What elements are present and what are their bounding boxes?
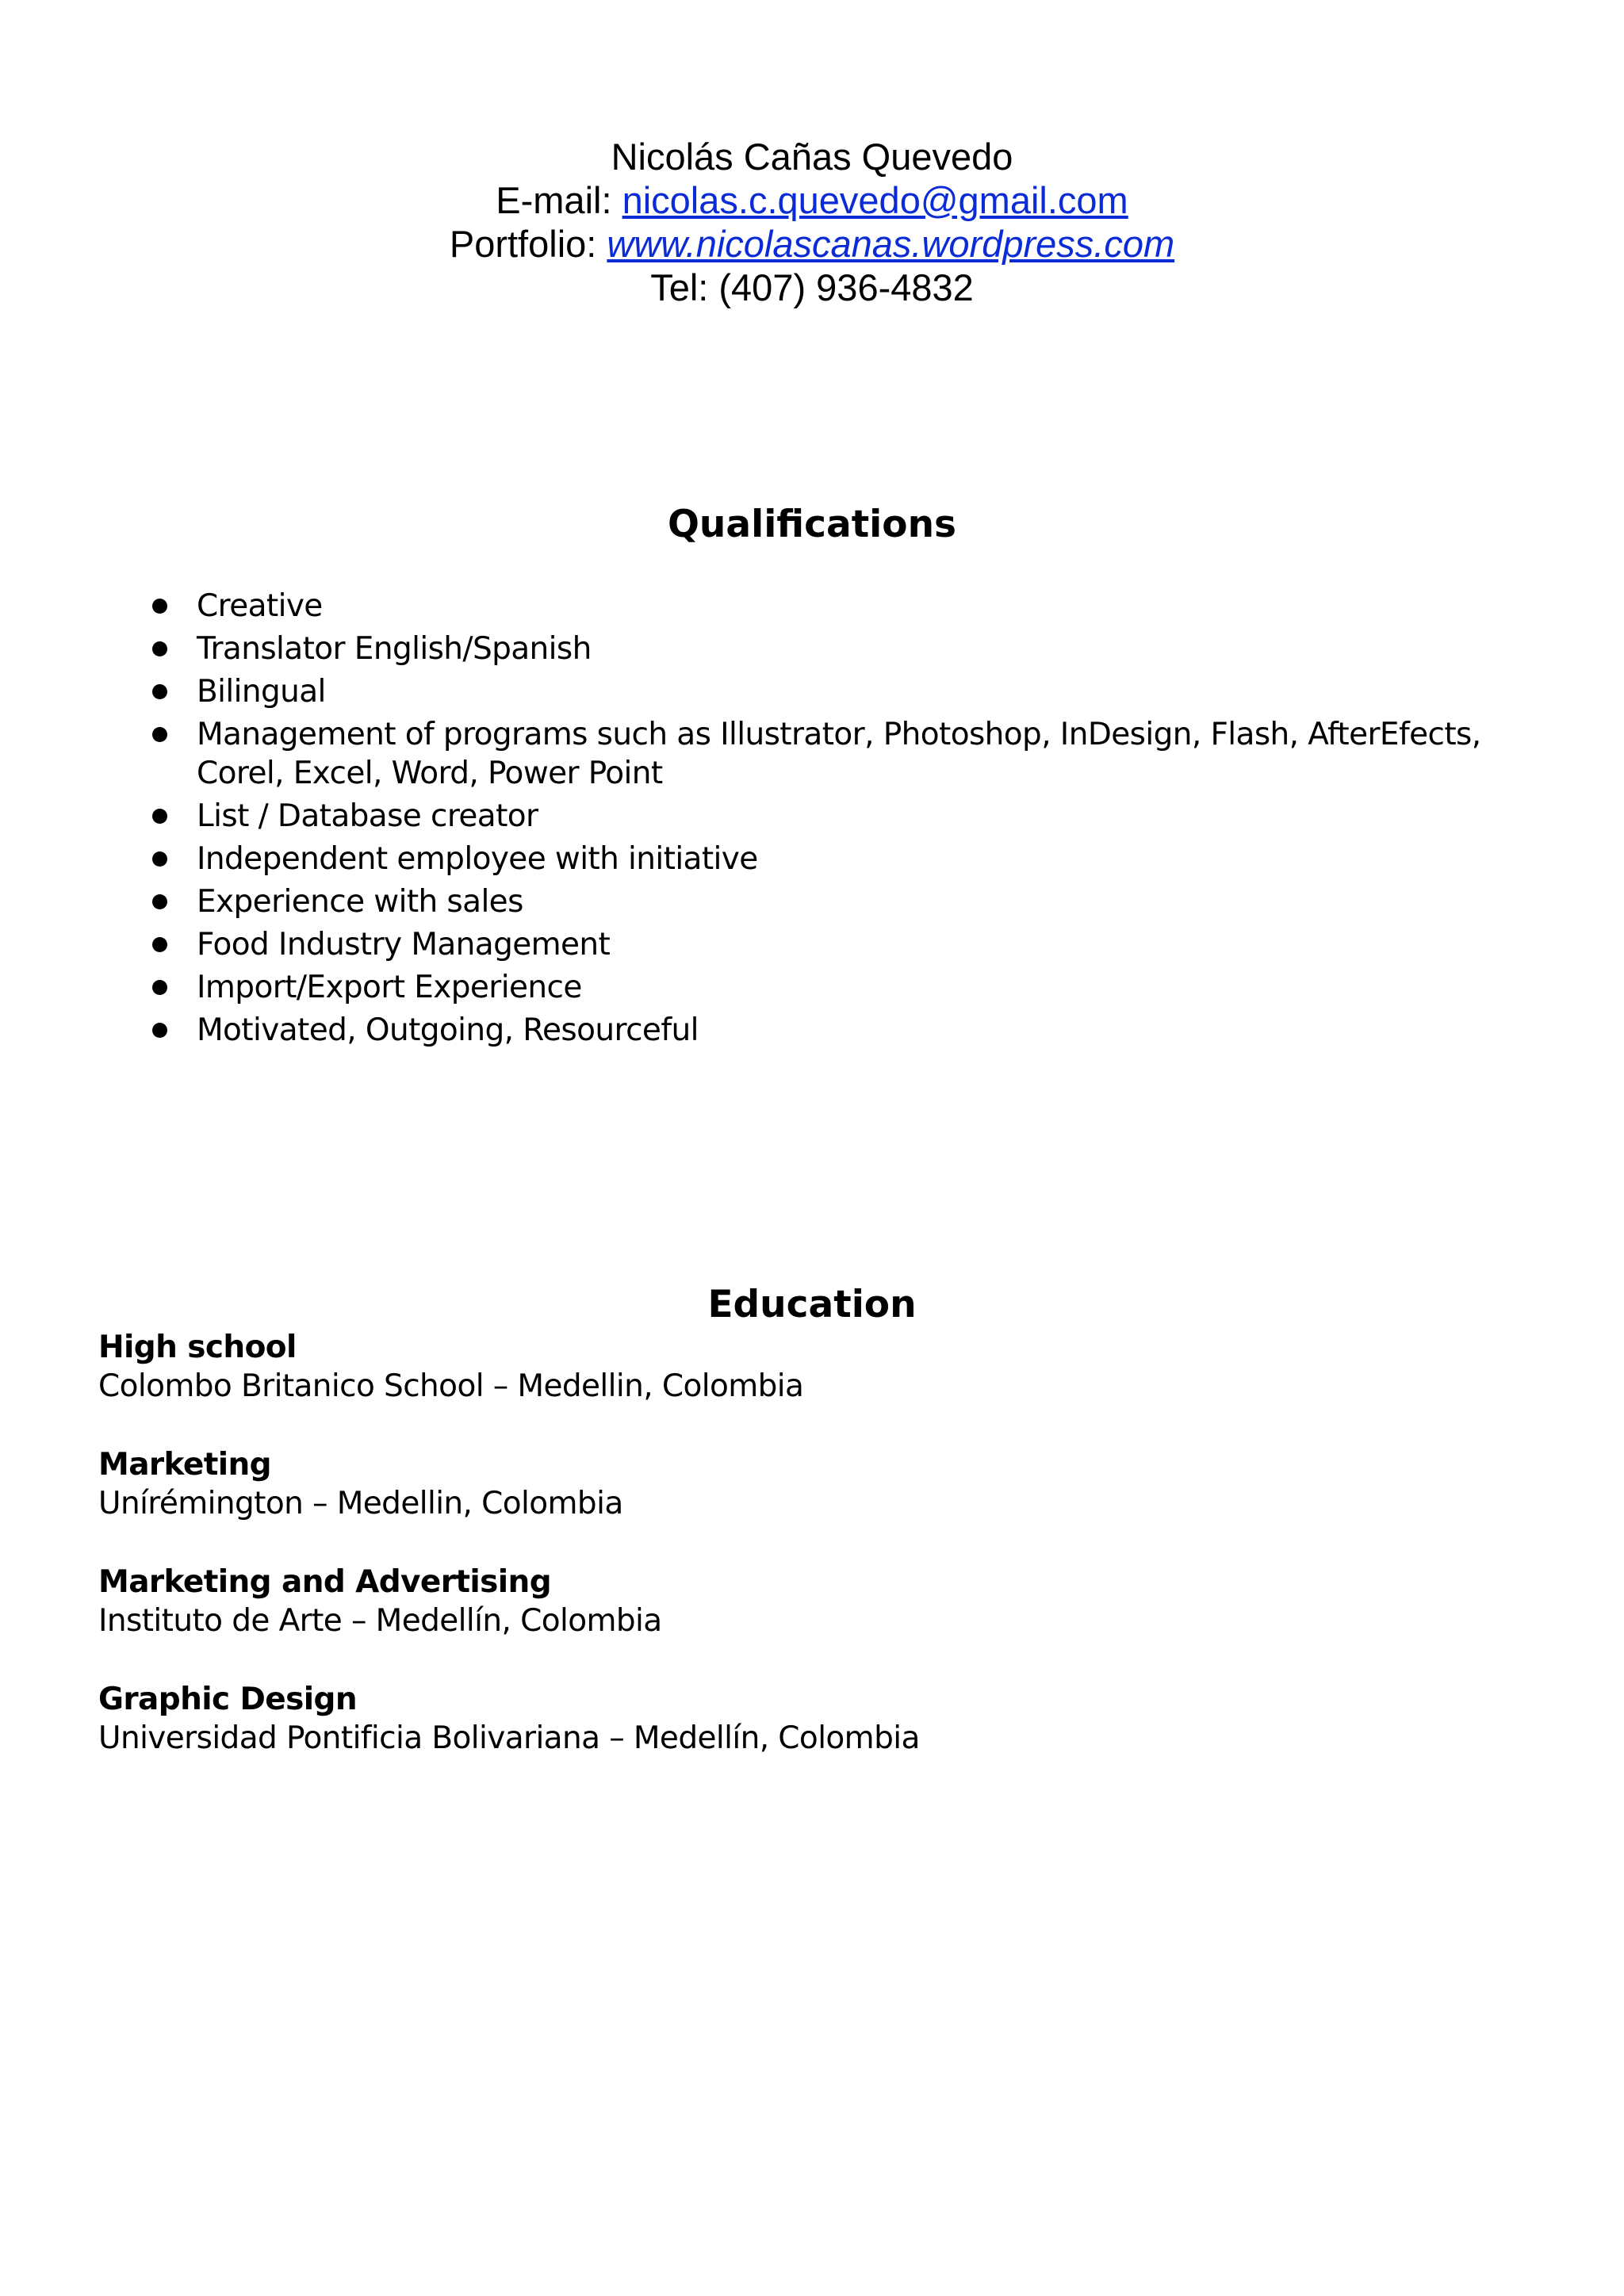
qualification-item: Food Industry Management: [0, 925, 1481, 964]
email-line: [0, 178, 1624, 222]
education-list: [98, 1328, 920, 1797]
education-school: Colombo Britanico School – Medellin, Colombia: [98, 1368, 804, 1404]
education-school: Unírémington – Medellin, Colombia: [98, 1486, 623, 1521]
contact-header: [0, 135, 1624, 309]
portfolio-link[interactable]: www.nicolascanas.wordpress.com: [607, 223, 1175, 265]
qualification-item: Import/Export Experience: [0, 968, 1481, 1007]
education-school: Universidad Pontificia Bolivariana – Medellín, Colombia: [98, 1720, 920, 1756]
qualifications-heading: Qualifications: [667, 503, 957, 546]
email-link[interactable]: nicolas.c.quevedo@gmail.com: [622, 179, 1128, 221]
qualification-item: Bilingual: [0, 672, 1481, 711]
education-degree: High school: [98, 1330, 297, 1365]
education-entry: [98, 1328, 920, 1406]
education-degree: Marketing: [98, 1447, 271, 1483]
qualification-item: Independent employee with initiative: [0, 840, 1481, 878]
qualification-item: List / Database creator: [0, 797, 1481, 836]
qualification-item: Creative: [0, 587, 1481, 626]
education-school: Instituto de Arte – Medellín, Colombia: [98, 1603, 662, 1639]
qualification-item: Motivated, Outgoing, Resourceful: [0, 1011, 1481, 1050]
candidate-name: Nicolás Cañas Quevedo: [611, 136, 1013, 178]
portfolio-line: [0, 222, 1624, 266]
email-label: E-mail:: [496, 179, 622, 221]
education-entry: [98, 1680, 920, 1758]
education-heading: Education: [707, 1283, 917, 1326]
qualification-item: Management of programs such as Illustrator, Photoshop, InDesign, Flash, AfterEfects, Corel, Excel, Word, Power Point: [0, 715, 1481, 793]
qualification-item: Translator English/Spanish: [0, 629, 1481, 668]
qualification-item: Experience with sales: [0, 882, 1481, 921]
education-degree: Graphic Design: [98, 1682, 357, 1717]
phone-line: Tel: (407) 936-4832: [650, 266, 974, 308]
education-degree: Marketing and Advertising: [98, 1564, 552, 1600]
education-entry: [98, 1445, 920, 1523]
qualifications-list: [0, 587, 1481, 1054]
education-entry: [98, 1563, 920, 1640]
portfolio-label: Portfolio:: [449, 223, 607, 265]
